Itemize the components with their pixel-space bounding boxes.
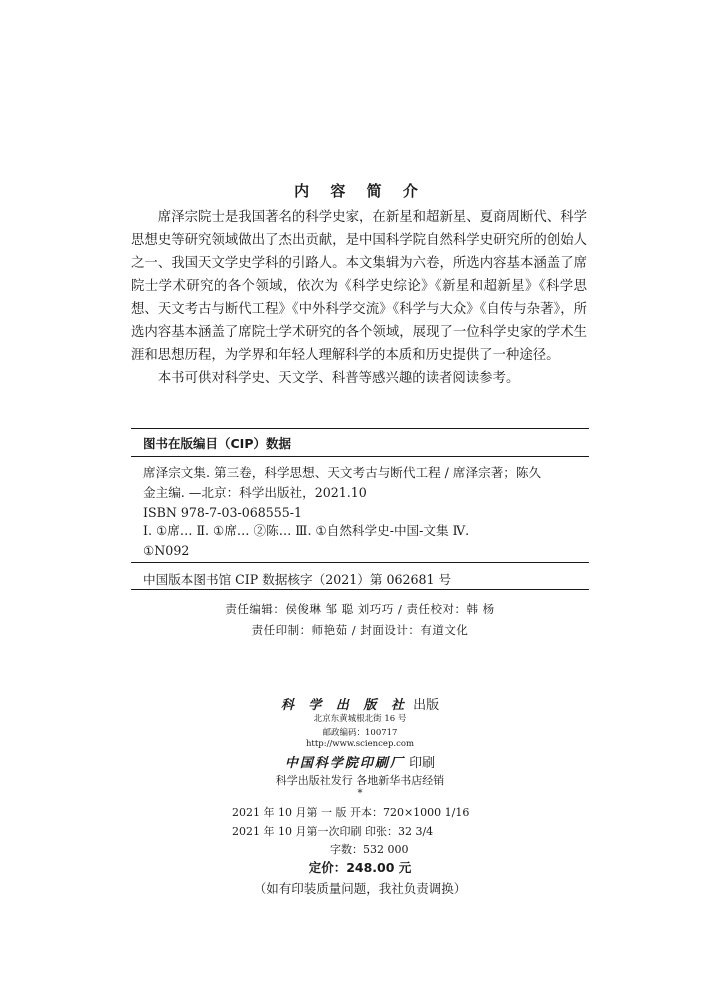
edition-line: 2021 年 10 月第 一 版 开本：720×1000 1/16 xyxy=(232,806,470,819)
cip-classification-line: ①N092 xyxy=(143,543,190,558)
publisher-address: 北京东黄城根北街 16 号 xyxy=(313,714,407,724)
cip-isbn: ISBN 978-7-03-068555-1 xyxy=(143,505,303,520)
divider xyxy=(131,428,589,429)
distribution-line: 科学出版社发行 各地新华书店经销 xyxy=(275,774,445,787)
word-count: 字数：532 000 xyxy=(330,843,409,856)
cip-block xyxy=(131,428,587,587)
printer-logo-text: 中国科学院印刷厂 xyxy=(284,756,405,771)
publisher-logo-text: 科 学 出 版 社 xyxy=(280,698,409,713)
staff-editors: 责任编辑：侯俊琳 邹 聪 刘巧巧 / 责任校对：韩 杨 xyxy=(225,602,495,616)
price: 定价：248.00 元 xyxy=(308,860,412,875)
publisher-url: http://www.sciencep.com xyxy=(305,739,415,749)
divider xyxy=(131,456,589,457)
publisher-suffix: 出版 xyxy=(413,698,440,713)
printing-line: 2021 年 10 月第一次印刷 印张：32 3/4 xyxy=(232,825,434,838)
divider xyxy=(131,562,589,563)
staff-production: 责任印制：师艳茹 / 封面设计：有道文化 xyxy=(251,623,469,637)
publisher-name xyxy=(0,694,720,713)
cip-record-line: 金主编. —北京：科学出版社，2021.10 xyxy=(143,485,367,500)
cip-classification-line: Ⅰ. ①席… Ⅱ. ①席… ②陈… Ⅲ. ①自然科学史-中国-文集 Ⅳ. xyxy=(143,523,470,538)
cip-record-line: 席泽宗文集. 第三卷，科学思想、天文考古与断代工程 / 席泽宗著；陈久 xyxy=(143,465,542,480)
cip-record xyxy=(143,463,583,523)
cip-verification: 中国版本图书馆 CIP 数据核字（2021）第 062681 号 xyxy=(143,572,452,587)
cip-classification xyxy=(143,521,583,561)
publisher-postcode: 邮政编码：100717 xyxy=(322,728,398,738)
summary-paragraph: 席泽宗院士是我国著名的科学史家，在新星和超新星、夏商周断代、科学思想史等研究领域做出了杰出贡献，是中国科学院自然科学史研究所的创始人之一、我国天文学史学科的引路人。本文集辑为六卷，所选内容基本涵盖了席院士学术研究的各个领域，依次为《科学史综论》《新星和超新星》《科学思想、天文考古与断代工程》《中外科学交流》《科学与大众》《自传与杂著》，所选内容基本涵盖了席院士学术研究的各个领域，展现了一位科学史家的学术生涯和思想历程，为学界和年轻人理解科学的本质和历史提供了一种途径。 xyxy=(131,210,587,363)
cip-heading: 图书在版编目（CIP）数据 xyxy=(143,436,291,451)
summary-paragraph: 本书可供对科学史、天文学、科普等感兴趣的读者阅读参考。 xyxy=(157,371,520,386)
printer-suffix: 印刷 xyxy=(409,756,436,771)
summary-text xyxy=(131,206,587,390)
divider xyxy=(131,589,589,590)
separator-star: * xyxy=(357,788,363,799)
printer-name xyxy=(0,752,720,771)
quality-note: （如有印装质量问题，我社负责调换） xyxy=(253,881,467,896)
summary-title: 内 容 简 介 xyxy=(294,182,426,200)
